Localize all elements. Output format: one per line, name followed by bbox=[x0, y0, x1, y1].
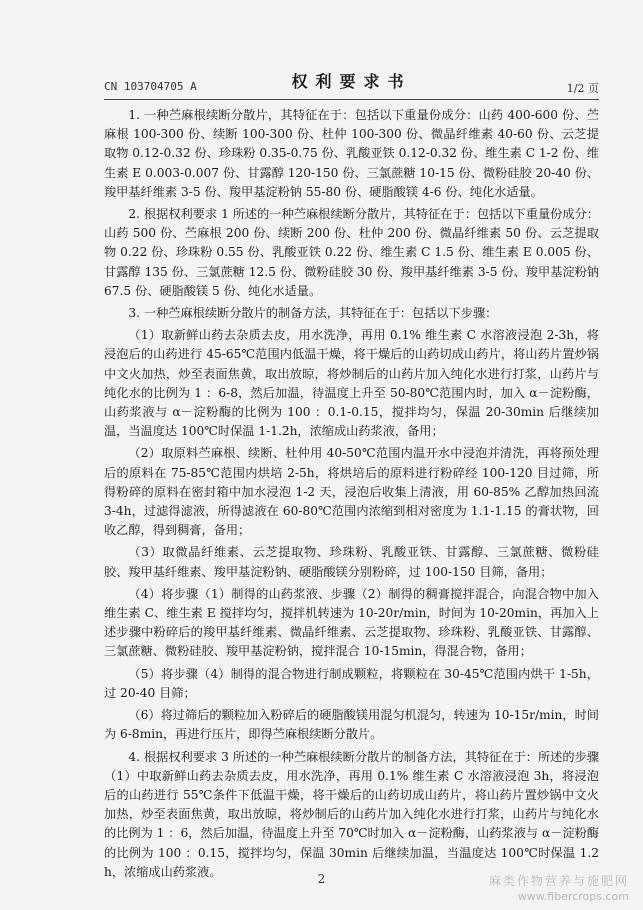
claim-3: 3. 一种苎麻根续断分散片的制备方法，其特征在于：包括以下步骤： bbox=[128, 306, 498, 321]
claim-3-step-2: （2）取原料苎麻根、续断、杜仲用 40-50℃范围内温开水中浸泡并清洗，再将预处理后的原料在 75-85℃范围内烘培 2-5h，将烘培后的原料进行粉碎经 100-120 目过筛，所得粉碎的原料在密封箱中加水浸泡 1-2 天，浸泡后收集上清液，用 60-85% 乙醇加热回流 3-4h，过滤得滤液，所得滤液在 60-80℃范围内浓缩到相对密度为 1.1-1.15 的膏状物，回收乙醇，得到稠膏，备用； bbox=[104, 446, 599, 538]
header-divider bbox=[104, 99, 599, 100]
claims-body bbox=[104, 106, 599, 885]
page-title: 权利要求书 bbox=[291, 72, 412, 91]
claim-3-step-4: （4）将步骤（1）制得的山药浆液、步骤（2）制得的稠膏搅拌混合，向混合物中加入维生素 C、维生素 E 搅拌均匀，搅拌机转速为 10-20r/min，时间为 10-20min，再加入上述步骤中粉碎后的羧甲基纤维素、微晶纤维素、云芝提取物、珍珠粉、乳酸亚铁、甘露醇、三氯蔗糖、微粉硅胶、羧甲基淀粉钠，搅拌混合 10-15min，得混合物，备用； bbox=[104, 586, 599, 659]
watermark-url: www.fibercrops.com bbox=[517, 890, 629, 903]
claim-4: 4. 根据权利要求 3 所述的一种苎麻根续断分散片的制备方法，其特征在于：所述的步骤（1）中取新鲜山药去杂质去皮，用水洗净，再用 0.1% 维生素 C 水溶液浸泡 3h，将浸泡后的山药进行 55℃条件下低温干燥，将干燥后的山药切成山药片，将山药片置炒锅中文火加热，炒至表面焦黄，取出放晾，将炒制后的山药片加入纯化水进行打浆，山药片与纯化水的比例为 1 ：6，然后加温，待温度上升至 70℃时加入 α－淀粉酶，山药浆液与 α－淀粉酶的比例为 100 ：0.15，搅拌均匀，保温 30min 后继续加温，当温度达 100℃时保温 1.2h，浓缩成山药浆液。 bbox=[104, 749, 599, 879]
watermark-site-name: 麻类作物营养与施肥网 bbox=[488, 874, 629, 888]
page-number: 2 bbox=[317, 872, 326, 886]
claim-2: 2. 根据权利要求 1 所述的一种苎麻根续断分散片，其特征在于：包括以下重量份成分：山药 500 份、苎麻根 200 份、续断 200 份、杜仲 200 份、微晶纤维素 50 份、云芝提取物 0.22 份、珍珠粉 0.55 份、乳酸亚铁 0.22 份、维生素 C 1.5 份、维生素 E 0.005 份、甘露醇 135 份、三氯蔗糖 12.5 份、微粉硅胶 30 份、羧甲基纤维素 3-5 份、羧甲基淀粉钠 67.5 份、硬脂酸镁 5 份、纯化水适量。 bbox=[104, 207, 599, 298]
claim-3-step-3: （3）取微晶纤维素、云芝提取物、珍珠粉、乳酸亚铁、甘露醇、三氯蔗糖、微粉硅胶、羧甲基纤维素、羧甲基淀粉钠、硬脂酸镁分别粉碎，过 100-150 目筛，备用； bbox=[104, 545, 599, 579]
watermark bbox=[489, 874, 629, 904]
claim-3-step-1: （1）取新鲜山药去杂质去皮，用水洗净，再用 0.1% 维生素 C 水溶液浸泡 2-3h，将浸泡后的山药进行 45-65℃范围内低温干燥，将干燥后的山药切成山药片，将山药片置炒锅中文火加热，炒至表面焦黄，取出放晾，将炒制后的山药片加入纯化水进行打浆，山药片与纯化水的比例为 1 ：6-8，然后加温，待温度上升至 50-80℃范围内时，加入 α－淀粉酶，山药浆液与 α－淀粉酶的比例为 100 ：0.1-0.15，搅拌均匀，保温 20-30min 后继续加温，当温度达 100℃时保温 1-1.2h，浓缩成山药浆液，备用； bbox=[104, 328, 599, 439]
page-header bbox=[104, 63, 599, 97]
page-indicator: 1/2 页 bbox=[566, 82, 599, 95]
document-number: CN 103704705 A bbox=[104, 80, 197, 93]
claim-1: 1. 一种苎麻根续断分散片，其特征在于：包括以下重量份成分：山药 400-600 份、苎麻根 100-300 份、续断 100-300 份、杜仲 100-300 份、微晶纤维素 40-60 份、云芝提取物 0.12-0.32 份、珍珠粉 0.35-0.75 份、乳酸亚铁 0.12-0.32 份、维生素 C 1-2 份、维生素 E 0.003-0.007 份、甘露醇 120-150 份、三氯蔗糖 10-15 份、微粉硅胶 20-40 份、羧甲基纤维素 3-5 份、羧甲基淀粉钠 55-80 份、硬脂酸镁 4-6 份、纯化水适量。 bbox=[104, 108, 599, 199]
claim-3-step-5: （5）将步骤（4）制得的混合物进行制成颗粒，将颗粒在 30-45℃范围内烘干 1-5h，过 20-40 目筛； bbox=[104, 666, 599, 700]
claim-3-step-6: （6）将过筛后的颗粒加入粉碎后的硬脂酸镁用混匀机混匀，转速为 10-15r/min，时间为 6-8min，再进行压片，即得苎麻根续断分散片。 bbox=[104, 708, 599, 742]
